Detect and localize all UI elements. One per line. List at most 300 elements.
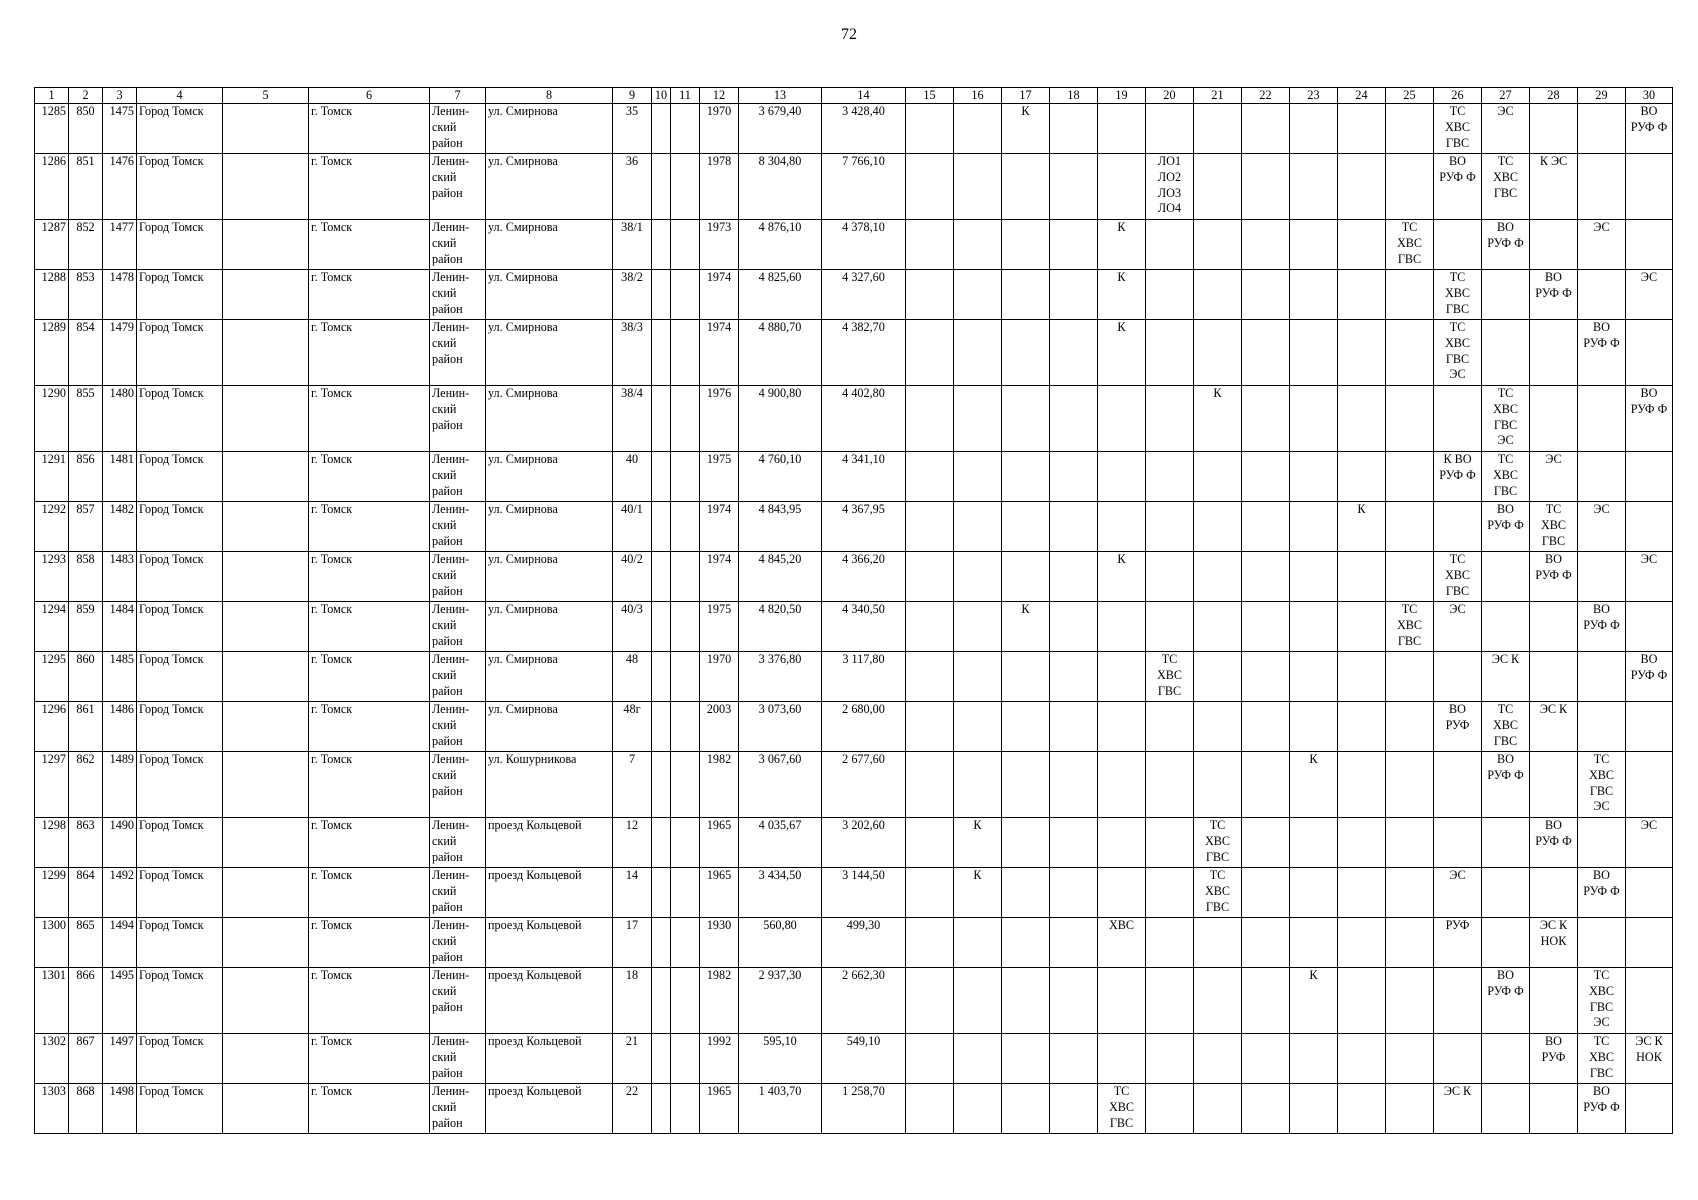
cell-col-4: Город Томск [137, 1034, 223, 1084]
status-cell-col-24 [1338, 1034, 1386, 1084]
table-row [35, 968, 1673, 1034]
status-cell-col-21 [1194, 320, 1242, 386]
status-cell-col-26 [1434, 502, 1482, 552]
status-cell-col-30: ВО РУФ Ф [1626, 386, 1673, 452]
status-cell-col-19 [1098, 752, 1146, 818]
status-cell-col-16: К [954, 818, 1002, 868]
status-cell-col-18 [1050, 1084, 1098, 1134]
cell-col-1: 1293 [35, 552, 69, 602]
cell-col-6: г. Томск [309, 270, 430, 320]
status-cell-col-19 [1098, 1034, 1146, 1084]
cell-col-6: г. Томск [309, 968, 430, 1034]
cell-col-12: 1965 [700, 818, 739, 868]
cell-col-2: 861 [69, 702, 103, 752]
status-cell-col-15 [906, 818, 954, 868]
cell-col-13: 3 679,40 [739, 104, 822, 154]
status-cell-col-24 [1338, 702, 1386, 752]
cell-col-9: 12 [613, 818, 652, 868]
status-cell-col-19: К [1098, 270, 1146, 320]
status-cell-col-25 [1386, 752, 1434, 818]
status-cell-col-23 [1290, 104, 1338, 154]
status-cell-col-28: ВО РУФ [1530, 1034, 1578, 1084]
cell-col-2: 860 [69, 652, 103, 702]
cell-col-13: 8 304,80 [739, 154, 822, 220]
status-cell-col-17 [1002, 320, 1050, 386]
cell-col-7: Ленин- ский район [430, 452, 486, 502]
status-cell-col-22 [1242, 918, 1290, 968]
status-cell-col-20: ЛО1 ЛО2 ЛО3 ЛО4 [1146, 154, 1194, 220]
status-cell-col-27: ЭС К [1482, 652, 1530, 702]
status-cell-col-29: ТС ХВС ГВС ЭС [1578, 968, 1626, 1034]
status-cell-col-20 [1146, 104, 1194, 154]
status-cell-col-20 [1146, 1084, 1194, 1134]
status-cell-col-20 [1146, 552, 1194, 602]
cell-col-12: 1975 [700, 452, 739, 502]
status-cell-col-17 [1002, 270, 1050, 320]
cell-col-2: 850 [69, 104, 103, 154]
cell-col-14: 3 202,60 [822, 818, 906, 868]
cell-col-12: 1992 [700, 1034, 739, 1084]
status-cell-col-26: ТС ХВС ГВС [1434, 104, 1482, 154]
status-cell-col-19 [1098, 104, 1146, 154]
cell-col-1: 1290 [35, 386, 69, 452]
status-cell-col-24 [1338, 752, 1386, 818]
cell-col-3: 1489 [103, 752, 137, 818]
status-cell-col-21: К [1194, 386, 1242, 452]
status-cell-col-23 [1290, 386, 1338, 452]
status-cell-col-20 [1146, 702, 1194, 752]
status-cell-col-24 [1338, 320, 1386, 386]
cell-col-10 [652, 320, 671, 386]
status-cell-col-23 [1290, 452, 1338, 502]
cell-col-14: 2 662,30 [822, 968, 906, 1034]
status-cell-col-25 [1386, 1084, 1434, 1134]
cell-col-11 [671, 220, 700, 270]
cell-col-1: 1292 [35, 502, 69, 552]
column-header-18: 18 [1050, 88, 1098, 104]
status-cell-col-21 [1194, 552, 1242, 602]
status-cell-col-17 [1002, 386, 1050, 452]
cell-col-12: 1974 [700, 270, 739, 320]
status-cell-col-15 [906, 1034, 954, 1084]
status-cell-col-30 [1626, 1084, 1673, 1134]
status-cell-col-30 [1626, 154, 1673, 220]
cell-col-3: 1476 [103, 154, 137, 220]
cell-col-2: 854 [69, 320, 103, 386]
status-cell-col-17: К [1002, 104, 1050, 154]
table-row [35, 104, 1673, 154]
status-cell-col-27 [1482, 1084, 1530, 1134]
table-row [35, 868, 1673, 918]
status-cell-col-18 [1050, 502, 1098, 552]
status-cell-col-27 [1482, 868, 1530, 918]
status-cell-col-19: ТС ХВС ГВС [1098, 1084, 1146, 1134]
cell-col-11 [671, 602, 700, 652]
cell-col-14: 4 378,10 [822, 220, 906, 270]
status-cell-col-28: ТС ХВС ГВС [1530, 502, 1578, 552]
status-cell-col-15 [906, 602, 954, 652]
status-cell-col-28 [1530, 968, 1578, 1034]
cell-col-9: 38/1 [613, 220, 652, 270]
status-cell-col-23 [1290, 918, 1338, 968]
status-cell-col-25 [1386, 502, 1434, 552]
cell-col-14: 499,30 [822, 918, 906, 968]
cell-col-10 [652, 818, 671, 868]
cell-col-13: 4 845,20 [739, 552, 822, 602]
status-cell-col-22 [1242, 1084, 1290, 1134]
status-cell-col-19: К [1098, 320, 1146, 386]
status-cell-col-25 [1386, 386, 1434, 452]
cell-col-4: Город Томск [137, 652, 223, 702]
cell-col-9: 40 [613, 452, 652, 502]
cell-col-7: Ленин- ский район [430, 702, 486, 752]
status-cell-col-29: ВО РУФ Ф [1578, 320, 1626, 386]
cell-col-3: 1494 [103, 918, 137, 968]
status-cell-col-16 [954, 968, 1002, 1034]
cell-col-1: 1300 [35, 918, 69, 968]
status-cell-col-29: ТС ХВС ГВС [1578, 1034, 1626, 1084]
cell-col-10 [652, 552, 671, 602]
status-cell-col-24 [1338, 104, 1386, 154]
column-header-23: 23 [1290, 88, 1338, 104]
column-header-2: 2 [69, 88, 103, 104]
cell-col-2: 852 [69, 220, 103, 270]
cell-col-1: 1289 [35, 320, 69, 386]
status-cell-col-18 [1050, 270, 1098, 320]
status-cell-col-16 [954, 1034, 1002, 1084]
status-cell-col-18 [1050, 452, 1098, 502]
cell-col-3: 1495 [103, 968, 137, 1034]
cell-col-2: 868 [69, 1084, 103, 1134]
cell-col-12: 1982 [700, 968, 739, 1034]
status-cell-col-18 [1050, 652, 1098, 702]
status-cell-col-25 [1386, 104, 1434, 154]
cell-col-5 [223, 968, 309, 1034]
cell-col-5 [223, 1084, 309, 1134]
status-cell-col-20 [1146, 818, 1194, 868]
status-cell-col-28 [1530, 652, 1578, 702]
status-cell-col-29 [1578, 702, 1626, 752]
cell-col-1: 1287 [35, 220, 69, 270]
cell-col-8: ул. Смирнова [486, 452, 613, 502]
cell-col-11 [671, 818, 700, 868]
cell-col-2: 856 [69, 452, 103, 502]
cell-col-12: 1975 [700, 602, 739, 652]
cell-col-13: 4 825,60 [739, 270, 822, 320]
status-cell-col-16 [954, 104, 1002, 154]
cell-col-4: Город Томск [137, 320, 223, 386]
status-cell-col-16 [954, 752, 1002, 818]
cell-col-4: Город Томск [137, 752, 223, 818]
cell-col-1: 1295 [35, 652, 69, 702]
status-cell-col-25 [1386, 702, 1434, 752]
column-header-22: 22 [1242, 88, 1290, 104]
cell-col-14: 7 766,10 [822, 154, 906, 220]
cell-col-12: 1978 [700, 154, 739, 220]
cell-col-6: г. Томск [309, 752, 430, 818]
cell-col-3: 1497 [103, 1034, 137, 1084]
cell-col-14: 4 340,50 [822, 602, 906, 652]
status-cell-col-23 [1290, 220, 1338, 270]
status-cell-col-23 [1290, 1084, 1338, 1134]
cell-col-1: 1294 [35, 602, 69, 652]
cell-col-8: проезд Кольцевой [486, 918, 613, 968]
cell-col-10 [652, 602, 671, 652]
cell-col-9: 48г [613, 702, 652, 752]
cell-col-4: Город Томск [137, 1084, 223, 1134]
status-cell-col-28 [1530, 386, 1578, 452]
status-cell-col-18 [1050, 104, 1098, 154]
status-cell-col-15 [906, 220, 954, 270]
status-cell-col-28 [1530, 220, 1578, 270]
cell-col-5 [223, 868, 309, 918]
status-cell-col-19 [1098, 702, 1146, 752]
status-cell-col-29 [1578, 386, 1626, 452]
cell-col-8: ул. Смирнова [486, 552, 613, 602]
cell-col-7: Ленин- ский район [430, 220, 486, 270]
column-header-20: 20 [1146, 88, 1194, 104]
table-row [35, 702, 1673, 752]
status-cell-col-30 [1626, 968, 1673, 1034]
cell-col-2: 855 [69, 386, 103, 452]
cell-col-7: Ленин- ский район [430, 752, 486, 818]
cell-col-14: 4 327,60 [822, 270, 906, 320]
cell-col-6: г. Томск [309, 702, 430, 752]
status-cell-col-18 [1050, 968, 1098, 1034]
cell-col-10 [652, 154, 671, 220]
status-cell-col-20 [1146, 320, 1194, 386]
status-cell-col-22 [1242, 320, 1290, 386]
status-cell-col-22 [1242, 270, 1290, 320]
status-cell-col-21: ТС ХВС ГВС [1194, 868, 1242, 918]
status-cell-col-22 [1242, 868, 1290, 918]
status-cell-col-26: ТС ХВС ГВС [1434, 552, 1482, 602]
status-cell-col-26: ВО РУФ [1434, 702, 1482, 752]
cell-col-10 [652, 1034, 671, 1084]
cell-col-5 [223, 502, 309, 552]
cell-col-13: 3 067,60 [739, 752, 822, 818]
cell-col-4: Город Томск [137, 104, 223, 154]
cell-col-8: ул. Смирнова [486, 104, 613, 154]
cell-col-5 [223, 702, 309, 752]
status-cell-col-15 [906, 1084, 954, 1134]
status-cell-col-21 [1194, 270, 1242, 320]
column-header-7: 7 [430, 88, 486, 104]
status-cell-col-20 [1146, 968, 1194, 1034]
status-cell-col-27 [1482, 320, 1530, 386]
cell-col-11 [671, 652, 700, 702]
status-cell-col-17 [1002, 154, 1050, 220]
column-header-16: 16 [954, 88, 1002, 104]
cell-col-3: 1483 [103, 552, 137, 602]
table-row [35, 918, 1673, 968]
status-cell-col-17: К [1002, 602, 1050, 652]
cell-col-7: Ленин- ский район [430, 270, 486, 320]
status-cell-col-24 [1338, 386, 1386, 452]
cell-col-14: 2 680,00 [822, 702, 906, 752]
cell-col-9: 40/1 [613, 502, 652, 552]
cell-col-3: 1478 [103, 270, 137, 320]
status-cell-col-29: ВО РУФ Ф [1578, 1084, 1626, 1134]
status-cell-col-21 [1194, 502, 1242, 552]
cell-col-12: 1974 [700, 552, 739, 602]
cell-col-9: 38/4 [613, 386, 652, 452]
cell-col-3: 1485 [103, 652, 137, 702]
cell-col-6: г. Томск [309, 818, 430, 868]
status-cell-col-29: ЭС [1578, 220, 1626, 270]
status-cell-col-21 [1194, 918, 1242, 968]
cell-col-13: 4 876,10 [739, 220, 822, 270]
cell-col-13: 3 376,80 [739, 652, 822, 702]
cell-col-7: Ленин- ский район [430, 652, 486, 702]
cell-col-8: проезд Кольцевой [486, 1084, 613, 1134]
cell-col-11 [671, 1084, 700, 1134]
cell-col-8: ул. Смирнова [486, 220, 613, 270]
cell-col-9: 18 [613, 968, 652, 1034]
table-row [35, 1084, 1673, 1134]
status-cell-col-29 [1578, 154, 1626, 220]
status-cell-col-24 [1338, 552, 1386, 602]
status-cell-col-27: ВО РУФ Ф [1482, 968, 1530, 1034]
page-number: 72 [841, 26, 857, 43]
cell-col-10 [652, 1084, 671, 1134]
cell-col-13: 4 880,70 [739, 320, 822, 386]
status-cell-col-16 [954, 452, 1002, 502]
status-cell-col-25 [1386, 868, 1434, 918]
status-cell-col-15 [906, 270, 954, 320]
column-header-25: 25 [1386, 88, 1434, 104]
cell-col-14: 3 117,80 [822, 652, 906, 702]
status-cell-col-20 [1146, 1034, 1194, 1084]
status-cell-col-20 [1146, 918, 1194, 968]
status-cell-col-25 [1386, 452, 1434, 502]
cell-col-2: 857 [69, 502, 103, 552]
status-cell-col-21 [1194, 1084, 1242, 1134]
status-cell-col-18 [1050, 752, 1098, 818]
cell-col-14: 4 382,70 [822, 320, 906, 386]
status-cell-col-30 [1626, 702, 1673, 752]
status-cell-col-22 [1242, 652, 1290, 702]
table-row [35, 320, 1673, 386]
table-row [35, 552, 1673, 602]
status-cell-col-28: К ЭС [1530, 154, 1578, 220]
cell-col-12: 1973 [700, 220, 739, 270]
cell-col-5 [223, 452, 309, 502]
status-cell-col-30 [1626, 220, 1673, 270]
status-cell-col-24 [1338, 154, 1386, 220]
status-cell-col-29: ВО РУФ Ф [1578, 602, 1626, 652]
cell-col-10 [652, 918, 671, 968]
status-cell-col-26: ЭС [1434, 868, 1482, 918]
status-cell-col-19 [1098, 968, 1146, 1034]
status-cell-col-23 [1290, 818, 1338, 868]
cell-col-7: Ленин- ский район [430, 104, 486, 154]
status-cell-col-23 [1290, 1034, 1338, 1084]
cell-col-2: 859 [69, 602, 103, 652]
status-cell-col-28 [1530, 104, 1578, 154]
status-cell-col-16 [954, 320, 1002, 386]
status-cell-col-15 [906, 104, 954, 154]
cell-col-10 [652, 452, 671, 502]
status-cell-col-25 [1386, 552, 1434, 602]
table-row [35, 1034, 1673, 1084]
table-row [35, 270, 1673, 320]
table-row [35, 602, 1673, 652]
status-cell-col-22 [1242, 552, 1290, 602]
cell-col-2: 851 [69, 154, 103, 220]
status-cell-col-26 [1434, 652, 1482, 702]
cell-col-12: 1974 [700, 502, 739, 552]
cell-col-5 [223, 386, 309, 452]
status-cell-col-18 [1050, 552, 1098, 602]
cell-col-4: Город Томск [137, 918, 223, 968]
status-cell-col-28: ВО РУФ Ф [1530, 270, 1578, 320]
status-cell-col-15 [906, 386, 954, 452]
cell-col-3: 1490 [103, 818, 137, 868]
status-cell-col-24 [1338, 220, 1386, 270]
status-cell-col-28: ЭС К НОК [1530, 918, 1578, 968]
status-cell-col-16 [954, 220, 1002, 270]
cell-col-1: 1296 [35, 702, 69, 752]
cell-col-6: г. Томск [309, 104, 430, 154]
cell-col-2: 867 [69, 1034, 103, 1084]
status-cell-col-18 [1050, 818, 1098, 868]
status-cell-col-23 [1290, 652, 1338, 702]
status-cell-col-27: ТС ХВС ГВС [1482, 702, 1530, 752]
status-cell-col-26: ТС ХВС ГВС ЭС [1434, 320, 1482, 386]
column-header-28: 28 [1530, 88, 1578, 104]
status-cell-col-17 [1002, 1084, 1050, 1134]
cell-col-11 [671, 752, 700, 818]
cell-col-6: г. Томск [309, 652, 430, 702]
status-cell-col-22 [1242, 220, 1290, 270]
status-cell-col-19 [1098, 818, 1146, 868]
cell-col-13: 4 035,67 [739, 818, 822, 868]
cell-col-9: 22 [613, 1084, 652, 1134]
status-cell-col-19 [1098, 386, 1146, 452]
status-cell-col-17 [1002, 220, 1050, 270]
status-cell-col-20 [1146, 270, 1194, 320]
cell-col-6: г. Томск [309, 868, 430, 918]
status-cell-col-26: К ВО РУФ Ф [1434, 452, 1482, 502]
column-header-5: 5 [223, 88, 309, 104]
column-header-4: 4 [137, 88, 223, 104]
cell-col-12: 1976 [700, 386, 739, 452]
status-cell-col-15 [906, 702, 954, 752]
cell-col-1: 1297 [35, 752, 69, 818]
column-header-17: 17 [1002, 88, 1050, 104]
status-cell-col-18 [1050, 1034, 1098, 1084]
status-cell-col-24 [1338, 602, 1386, 652]
status-cell-col-28: ВО РУФ Ф [1530, 818, 1578, 868]
cell-col-2: 862 [69, 752, 103, 818]
cell-col-9: 21 [613, 1034, 652, 1084]
status-cell-col-16 [954, 154, 1002, 220]
status-cell-col-27: ВО РУФ Ф [1482, 752, 1530, 818]
column-header-1: 1 [35, 88, 69, 104]
cell-col-5 [223, 154, 309, 220]
status-cell-col-30: ЭС [1626, 818, 1673, 868]
status-cell-col-29 [1578, 104, 1626, 154]
status-cell-col-30: ЭС [1626, 552, 1673, 602]
status-cell-col-25 [1386, 968, 1434, 1034]
cell-col-11 [671, 968, 700, 1034]
status-cell-col-24 [1338, 270, 1386, 320]
cell-col-14: 549,10 [822, 1034, 906, 1084]
cell-col-6: г. Томск [309, 386, 430, 452]
status-cell-col-30: ЭС [1626, 270, 1673, 320]
table-row [35, 502, 1673, 552]
